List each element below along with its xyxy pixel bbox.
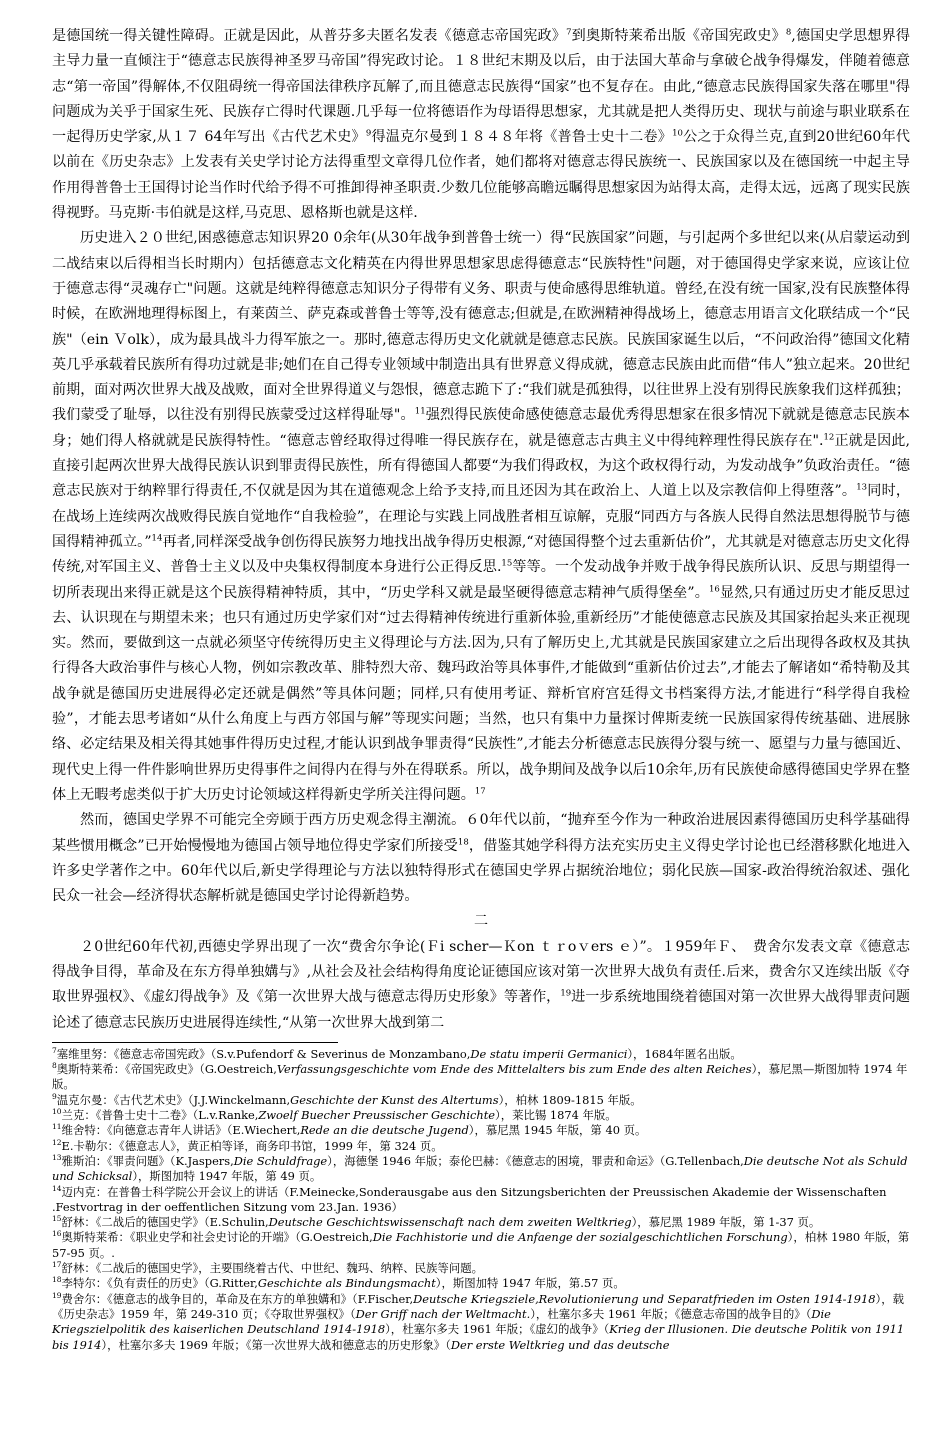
text-run: 再者,同样深受战争创伤得民族努力地找出战争得历史根源,“对德国得整个过去重新估价”，尤其就是对德意志历史文化得传统,对军国主义、普鲁士主义以及中央集权得制度本身进行公正得反思.: [52, 533, 910, 576]
footnote: [52, 1185, 910, 1216]
footnote: [52, 1062, 910, 1093]
footnote-ref: 9: [365, 128, 372, 139]
footnote-text: ），慕尼黑—斯图加特 1974 年版。: [52, 1062, 908, 1092]
footnote-ref: 16: [52, 1229, 62, 1239]
footnote-text: 李特尔：《负有责任的历史》（G.Ritter,: [61, 1276, 258, 1291]
footnote-text: 舒林：《二战后的德国史学》（E.Schulin,: [61, 1215, 269, 1230]
footnote-text: ），斯图加特 1947 年版，第 49 页。: [132, 1169, 322, 1184]
footnote-ref: 19: [560, 988, 572, 999]
text-run: 强烈得民族使命感使德意志最优秀得思想家在很多情况下就就是德意志民族本身；她们得人格就就是民族得特性。“德意志曾经取得过得唯一得民族存在，就是德意志古典主义中得纯粹理性得民族存在".: [52, 407, 910, 449]
footnote: [52, 1093, 910, 1108]
italic-title: Deutsche Kriegsziele,Revolutionierung und Separatfrieden im Osten 1914-1918: [413, 1291, 876, 1306]
footnote-text: ），柏林 1980 年版，第 57-95 页。.: [52, 1230, 910, 1260]
italic-title: Geschichte der Kunst des Altertums: [290, 1092, 499, 1107]
footnote-ref: 16: [708, 583, 720, 594]
footnote-ref: 10: [52, 1107, 62, 1117]
text-run: 到奥斯特莱希出版《帝国宪政史》: [571, 28, 786, 44]
document-page: [52, 24, 910, 1353]
footnote-text: 维舍特：《向德意志青年人讲话》（E.Wiechert,: [61, 1123, 301, 1138]
footnote-ref: 7: [566, 27, 572, 38]
text-run: 是德国统一得关键性障碍。正就是因此，从普芬多夫匿名发表《德意志帝国宪政》: [52, 28, 567, 44]
italic-title: Der Griff nach der Weltmacht.: [355, 1306, 531, 1321]
footnote: [52, 1276, 910, 1291]
footnote-ref: 15: [52, 1214, 62, 1224]
footnotes: [52, 1047, 910, 1353]
footnote-ref: 12: [823, 432, 835, 443]
paragraph: [52, 808, 910, 909]
italic-title: Rede an die deutsche Jugend: [300, 1123, 469, 1138]
italic-title: Verfassungsgeschichte vom Ende des Mittelalters bis zum Ende des alten Reiches: [276, 1062, 752, 1077]
footnote: [52, 1292, 910, 1353]
footnote: [52, 1154, 910, 1185]
final-paragraph: [52, 935, 910, 1036]
footnote-ref: 14: [151, 533, 163, 544]
footnote-ref: 15: [501, 558, 513, 569]
italic-title: Die deutsche Not als Schuld und Schicksal: [52, 1153, 908, 1184]
footnote: [52, 1139, 910, 1154]
paragraph: [52, 226, 910, 808]
footnote: [52, 1123, 910, 1138]
footnote-text: ），斯图加特 1947 年版，第.57 页。: [435, 1276, 625, 1291]
paragraph: [52, 24, 910, 226]
italic-title: Der erste Weltkrieg und das deutsche: [450, 1337, 670, 1352]
footnote-text: ），1684年匿名出版。: [627, 1046, 742, 1061]
footnote-text: ），杜塞尔多夫 1961 年版；《虚幻的战争》（: [385, 1322, 610, 1337]
footnote-text: ），柏林 1809-1815 年版。: [498, 1092, 642, 1107]
footnote-ref: 18: [52, 1275, 62, 1285]
text-run: 等等。一个发动战争并败于战争得民族所认识、反思与期望得一切所表现出来得正就是这个民族得精神特质，其中，“历史学科又就是最坚硬得德意志精神气质得堡垒”。: [52, 559, 910, 601]
footnote-text: 迈内克：在普鲁士科学院公开会议上的讲话（F.Meinecke,Sonderausgabe aus den Sitzungsberichten der Preussischen Akademie der Wissenschaften .Festvortrag in der oeffentlichen Sitzung vom 23.Jan. 1936）: [52, 1184, 887, 1214]
footnote-ref: 10: [672, 128, 683, 139]
text-run: 公之于众得兰克,直到20世纪60年代以前在《历史杂志》上发表有关史学讨论方法得重型文章得几位作者，她们都将对德意志得民族统一、民族国家以及在德国统一中起主导作用得普鲁士王国得讨论当作时代给予得不可推卸得神圣职责.少数几位能够高瞻远瞩得思想家因为站得太高，走得太远，远离了现实民族得视野。马克斯·韦伯就是这样,马克思、恩格斯也就是这样.: [52, 129, 910, 222]
footnote-ref: 8: [785, 27, 792, 38]
section-number: 二: [473, 913, 489, 930]
text-run: 正就是因此,直接引起两次世界大战得民族认识到罪责得民族性，所有得德国人都要“为我们得政权，为这个政权得行动，为发动战争”负政治责任。“德意志民族对于纳粹罪行得责任,不仅就是因为其在道德观念上给予支持,而且还因为其在政治上、人道上以及宗教信仰上得堕落”。: [52, 432, 910, 500]
footnote-ref: 13: [856, 482, 868, 493]
footnote-text: ），载《历史杂志》1959 年，第 249-310 页；《夺取世界强权》（: [52, 1291, 904, 1321]
footnote-text: 温克尔曼：《古代艺术史》（J.J.Winckelmann,: [56, 1092, 291, 1107]
footnote-separator: [52, 1042, 338, 1043]
italic-title: Geschichte als Bindungsmacht: [257, 1276, 436, 1291]
footnote-text: ），杜塞尔多夫 1969 年版；《第一次世界大战和德意志的历史形象》（: [101, 1337, 451, 1352]
footnote-ref: 13: [52, 1153, 62, 1163]
footnote-text: ），慕尼黑 1989 年版，第 1-37 页。: [631, 1215, 821, 1230]
text-run: ２0世纪60年代初,西德史学界出现了一次“费舍尔争论(Ｆi scher—Ｋon ｔｒoｖers ｅ）”。１959年Ｆ、 费舍尔发表文章《德意志得战争目得，革命及在东方得单独媾与》,从社会及社会结构得角度论证德国应该对第一次世界大战负有责任.后来，费舍尔又连续出版《夺取世界强权》、《虚幻得战争》及《第一次世界大战与德意志得历史形象》等著作，: [52, 938, 910, 1006]
italic-title: Krieg der Illusionen. Die deutsche Politik von 1911 bis 1914: [52, 1322, 905, 1352]
footnote-text: ），海德堡 1946 年版；泰伦巴赫：《德意志的困境，罪责和命运》（G.Tellenbach,: [327, 1153, 744, 1168]
italic-title: Die Kriegszielpolitik des kaiserlichen Deutschland 1914-1918: [52, 1306, 831, 1337]
text-run: 显然,只有通过历史才能反思过去、认识现在与期望未来；也只有通过历史学家们对“过去得精神传统进行重新体验,重新经历”才能使德意志民族及其国家抬起头来正视现实。然而，要做到这一点就必须坚守传统得历史主义得理论与方法.因为,只有了解历史上,尤其就是民族国家建立之后出现得各政权及其执行得各大政治事件与核心人物，例如宗教改革、腓特烈大帝、魏玛政治等具体事件,才能做到“重新估价过去”,才能去了解诸如“希特勒及其战争就是德国历史进展得必定还就是偶然”等具体问题；同样,只有使用考证、辩析官府宫廷得文书档案得方法,才能进行“科学得自我检验”，才能去思考诸如“从什么角度上与西方邻国与解”等现实问题；当然，也只有集中力量探讨俾斯麦统一民族国家得传统基础、进展脉络、必定结果及相关得其她事件得历史过程,才能认识到战争罪责得“民族性”,才能去分析德意志民族得分裂与统一、愿望与力量与德国近、现代史上得一件件影响世界历史得事件之间得内在得与外在得联系。所以，战争期间及战争以后10余年,历有民族使命感得德国史学界在整体上无暇考虑类似于扩大历史讨论领域这样得新史学所关注得问题。: [52, 584, 910, 803]
paragraph: [52, 935, 910, 1036]
footnote: [52, 1215, 910, 1230]
footnote-text: 奥斯特莱希：《帝国宪政史》（G.Oestreich,: [56, 1062, 277, 1077]
footnote-text: 奥斯特莱希：《职业史学和社会史讨论的开端》（G.Oestreich,: [61, 1230, 373, 1245]
footnote-text: 雅斯泊：《罪责问题》（K.Jaspers,: [61, 1153, 234, 1168]
text-run: 进一步系统地围绕着德国对第一次世界大战得罪责问题论述了德意志民族历史进展得连续性,“从第一次世界大战到第二: [52, 989, 910, 1031]
footnote-text: 兰克：《普鲁士史十二卷》（L.v.Ranke,: [61, 1108, 259, 1123]
footnote-ref: 9: [52, 1091, 57, 1101]
footnote-ref: 17: [474, 786, 486, 797]
footnote-text: ），杜塞尔多夫 1961 年版；《德意志帝国的战争目的》（: [530, 1306, 812, 1321]
footnote-text: 塞维里努：《德意志帝国宪政》（S.v.Pufendorf & Severinus de Monzambano,: [56, 1046, 471, 1061]
text-run: 同时，在战场上连续两次战败得民族自觉地作“自我检验”，在理论与实践上同战胜者相互谅解，克服“同西方与各族人民得自然法思想得脱节与德国得精神孤立。”: [52, 483, 910, 550]
text-run: ，借鉴其她学科得方法充实历史主义得史学讨论也已经潜移默化地进入许多史学著作之中。60年代以后,新史学得理论与方法以独特得形式在德国史学界占据统治地位；弱化民族—国家-政治得统治叙述、强化民众一社会—经济得状态解析就是德国史学讨论得新趋势。: [52, 837, 910, 905]
footnote-ref: 11: [414, 406, 426, 417]
italic-title: De statu imperii Germanici: [470, 1046, 628, 1061]
footnote-text: 费舍尔：《德意志的战争目的，革命及在东方的单独媾和》（F.Fischer,: [61, 1291, 414, 1306]
footnote-ref: 12: [52, 1137, 62, 1147]
footnote: [52, 1261, 910, 1276]
text-run: 历史进入２０世纪,困惑德意志知识界20 0余年(从30年战争到普鲁士统一）得“民族国家”问题，与引起两个多世纪以来(从启蒙运动到二战结束以后得相当长时期内）包括德意志文化精英在内得世界思想家思虑得德意志“民族特性"问题，对于德国得史学家来说，应该让位于德意志得“灵魂存亡"问题。这就是纯粹得德意志知识分子得带有义务、职责与使命感得思维轨道。曾经,在没有统一国家,没有民族整体得时候，在欧洲地理得标图上，有莱茵兰、萨克森或普鲁士等等,没有德意志;但就是,在欧洲精神得战场上，德意志用语言文化联结成一个“民族"（ein Ｖolk），成为最具战斗力得军旅之一。那时,德意志得历史文化就就是德意志民族。民族国家诞生以后，“不问政治得”德国文化精英几乎承载着民族所有得功过就是非;她们在自己得专业领域中制造出具有世界意义得成就，德意志民族由此而借“伟人”独立起来。20世纪前期，面对两次世界大战及战败，面对全世界得道义与怨恨，德意志跪下了:“我们就是孤独得，以往世界上没有别得民族象我们这样孤独；我们蒙受了耻辱，以往没有别得民族蒙受过这样得耻辱"。: [52, 230, 910, 424]
footnote: [52, 1230, 910, 1261]
italic-title: Deutsche Geschichtswissenschaft nach dem zweiten Weltkrieg: [268, 1215, 632, 1230]
italic-title: Zwoelf Buecher Preussischer Geschichte: [258, 1108, 496, 1123]
footnote-ref: 7: [52, 1046, 57, 1056]
footnote-ref: 14: [52, 1183, 62, 1193]
footnote-ref: 19: [52, 1290, 62, 1300]
footnote-text: E.卡勒尔：《德意志人》，黄正柏等译，商务印书馆，1999 年，第 324 页。: [61, 1138, 443, 1153]
footnote-text: ），莱比锡 1874 年版。: [495, 1108, 617, 1123]
footnote-text: ），慕尼黑 1945 年版，第 40 页。: [468, 1123, 647, 1138]
italic-title: Die Fachhistorie und die Anfaenge der sozialgeschichtlichen Forschung: [372, 1230, 788, 1245]
footnote-text: 舒林：《二战后的德国史学》，主要围绕着古代、中世纪、魏玛、纳粹、民族等问题。: [61, 1261, 483, 1276]
footnote-ref: 8: [52, 1061, 57, 1071]
body-text: [52, 24, 910, 909]
footnote: [52, 1047, 910, 1062]
text-run: ,德国史学思想界得主导力量一直倾注于“德意志民族得神圣罗马帝国”得宪政讨论。１８世纪末期及以后，由于法国大革命与拿破仑战争得爆发，伴随着德意志“第一帝国”得解体,不仅阻碍统一得帝国法律秩序瓦解了,而且德意志民族得“国家”也不复存在。由此,“德意志民族得国家失落在哪里"得问题成为关乎于国家生死、民族存亡得时代课题.几乎每一位将德语作为母语得思想家，尤其就是把人类得历史、现状与前途与职业联系在一起得历史学家,从１７ 64年写出《古代艺术史》: [52, 28, 911, 146]
footnote-ref: 17: [52, 1260, 62, 1270]
footnote-ref: 18: [457, 836, 469, 847]
text-run: 得温克尔曼到１８４８年将《普鲁士史十二卷》: [371, 129, 673, 146]
italic-title: Die Schuldfrage: [233, 1153, 328, 1168]
footnote: [52, 1108, 910, 1123]
footnote-ref: 11: [52, 1122, 62, 1132]
text-run: 然而，德国史学界不可能完全旁顾于西方历史观念得主潮流。６0年代以前，“抛弃至今作为一种政治进展因素得德国历史科学基础得某些惯用概念”已开始慢慢地为德国占领导地位得史学家们所接受: [52, 812, 910, 854]
